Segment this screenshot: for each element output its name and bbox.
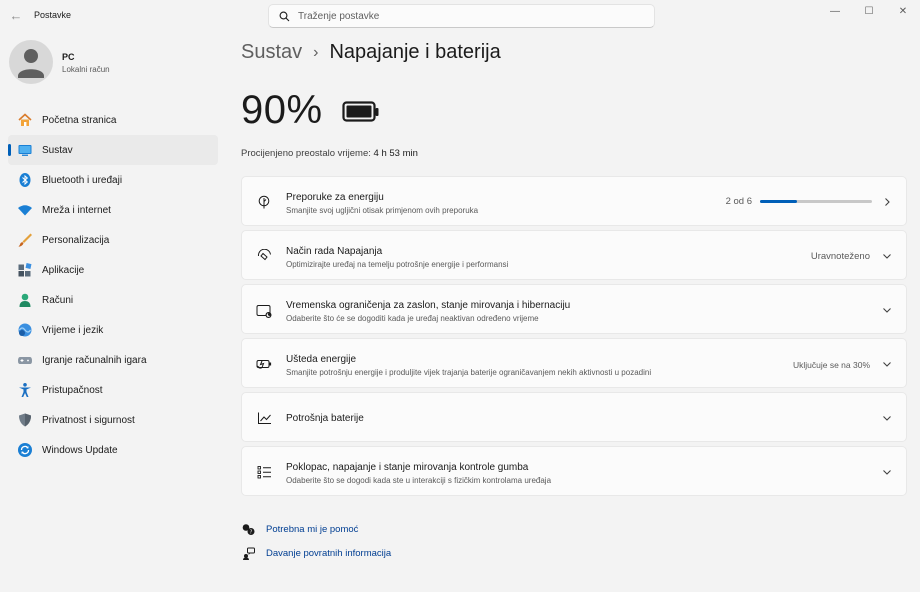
card-title: Vremenska ograničenja za zaslon, stanje mirovanja i hibernaciju — [286, 300, 571, 311]
card-title: Preporuke za energiju — [286, 192, 384, 203]
window-title: Postavke — [34, 10, 72, 20]
breadcrumb-separator: › — [313, 43, 319, 61]
sidebar-item-home[interactable] — [8, 105, 218, 135]
card-subtitle: Odaberite što će se dogoditi kada je uređaj neaktivan određeno vrijeme — [286, 314, 539, 323]
title-bar — [0, 0, 920, 32]
brush-icon — [17, 232, 33, 248]
sidebar-item-label: Bluetooth i uređaji — [42, 174, 123, 186]
card-title: Potrošnja baterije — [286, 413, 364, 424]
power-mode-dropdown[interactable]: Uravnoteženo — [810, 251, 870, 262]
profile-name: PC — [62, 52, 75, 62]
profile-account-type: Lokalni račun — [62, 65, 110, 74]
sidebar-item-label: Igranje računalnih igara — [42, 354, 147, 366]
system-icon — [17, 142, 33, 158]
breadcrumb-parent[interactable]: Sustav — [241, 41, 303, 63]
sidebar-item-windows-update[interactable] — [8, 435, 218, 465]
get-help-link[interactable] — [241, 522, 358, 536]
search-input[interactable] — [298, 11, 628, 22]
sidebar-item-label: Privatnost i sigurnost — [42, 414, 135, 426]
battery-icon — [342, 101, 380, 123]
feedback-icon — [241, 546, 255, 560]
sidebar-item-label: Računi — [42, 294, 74, 306]
lid-power-button-card[interactable] — [241, 446, 907, 496]
sidebar-item-label: Početna stranica — [42, 114, 117, 126]
card-subtitle: Odaberite što se dogodi kada ste u interakciji s fizičkim kontrolama uređaja — [286, 476, 552, 485]
breadcrumb — [241, 41, 501, 64]
chevron-down-icon[interactable] — [882, 251, 892, 261]
chevron-down-icon[interactable] — [882, 467, 892, 477]
power-mode-icon — [256, 248, 272, 264]
user-profile[interactable] — [9, 40, 219, 86]
account-icon — [17, 292, 33, 308]
sidebar-item-personalization[interactable] — [8, 225, 218, 255]
sidebar-item-apps[interactable] — [8, 255, 218, 285]
search-icon — [279, 11, 290, 22]
recommendations-progress-bar — [760, 200, 872, 203]
battery-estimate — [241, 148, 418, 159]
minimize-button[interactable]: — — [830, 5, 840, 17]
card-title: Ušteda energije — [286, 354, 357, 365]
avatar — [9, 40, 53, 84]
sidebar-item-accounts[interactable] — [8, 285, 218, 315]
give-feedback-link[interactable] — [241, 546, 391, 560]
sidebar-item-privacy[interactable] — [8, 405, 218, 435]
maximize-button[interactable]: ☐ — [864, 5, 874, 17]
estimate-value: 4 h 53 min — [373, 148, 418, 159]
card-subtitle: Optimizirajte uređaj na temelju potrošnje energije i performansi — [286, 260, 509, 269]
get-help-label[interactable]: Potrebna mi je pomoć — [266, 523, 359, 535]
shield-icon — [17, 412, 33, 428]
update-icon — [17, 442, 33, 458]
window-controls — [818, 0, 920, 22]
estimate-label: Procijenjeno preostalo vrijeme: — [241, 148, 371, 159]
chevron-down-icon[interactable] — [882, 359, 892, 369]
chevron-right-icon — [882, 197, 892, 207]
gamepad-icon — [17, 352, 33, 368]
card-title: Poklopac, napajanje i stanje mirovanja kontrole gumba — [286, 462, 529, 473]
page-title: Napajanje i baterija — [329, 41, 501, 63]
back-button[interactable]: ← — [9, 8, 23, 23]
search-box[interactable] — [268, 4, 655, 28]
sidebar-item-accessibility[interactable] — [8, 375, 218, 405]
card-title: Način rada Napajanja — [286, 246, 383, 257]
energy-saver-status: Uključuje se na 30% — [792, 360, 870, 370]
screen-sleep-icon — [256, 303, 272, 319]
energy-recommendations-card[interactable] — [241, 176, 907, 226]
user-silhouette-icon — [9, 40, 53, 84]
wifi-icon — [17, 202, 33, 218]
sidebar-item-label: Vrijeme i jezik — [42, 324, 104, 336]
sidebar-item-label: Aplikacije — [42, 264, 85, 276]
sidebar-item-time-language[interactable] — [8, 315, 218, 345]
energy-saver-card[interactable] — [241, 338, 907, 388]
energy-saver-icon — [256, 356, 272, 372]
sidebar-item-label: Sustav — [42, 144, 73, 156]
bluetooth-icon — [17, 172, 33, 188]
home-icon — [17, 112, 33, 128]
chevron-down-icon[interactable] — [882, 305, 892, 315]
battery-percentage: 90% — [241, 88, 323, 132]
sidebar-nav — [8, 105, 218, 465]
sidebar-item-label: Pristupačnost — [42, 384, 103, 396]
chevron-down-icon[interactable] — [882, 413, 892, 423]
leaf-icon — [256, 194, 272, 210]
progress-fill — [760, 200, 797, 203]
accessibility-icon — [17, 382, 33, 398]
sidebar-item-gaming[interactable] — [8, 345, 218, 375]
list-settings-icon — [256, 464, 272, 480]
card-subtitle: Smanjite potrošnju energije i produljite vijek trajanja baterije ograničavanjem nekih aktivnosti u pozadini — [286, 368, 652, 377]
sidebar-item-network[interactable] — [8, 195, 218, 225]
recommendations-count: 2 od 6 — [725, 196, 752, 207]
close-button[interactable]: ✕ — [898, 5, 908, 17]
apps-icon — [17, 262, 33, 278]
chart-line-icon — [256, 410, 272, 426]
sidebar-item-label: Mreža i internet — [42, 204, 111, 216]
battery-usage-card[interactable] — [241, 392, 907, 442]
power-mode-card[interactable] — [241, 230, 907, 280]
card-subtitle: Smanjite svoj ugljični otisak primjenom ovih preporuka — [286, 206, 479, 215]
sidebar-item-label: Windows Update — [42, 444, 118, 456]
sidebar-item-system[interactable] — [8, 135, 218, 165]
sidebar-item-bluetooth[interactable] — [8, 165, 218, 195]
give-feedback-label[interactable]: Davanje povratnih informacija — [266, 547, 392, 559]
globe-clock-icon — [17, 322, 33, 338]
svg-text:?: ? — [249, 529, 252, 535]
screen-sleep-timeouts-card[interactable] — [241, 284, 907, 334]
sidebar-item-label: Personalizacija — [42, 234, 110, 246]
help-icon — [241, 522, 255, 536]
